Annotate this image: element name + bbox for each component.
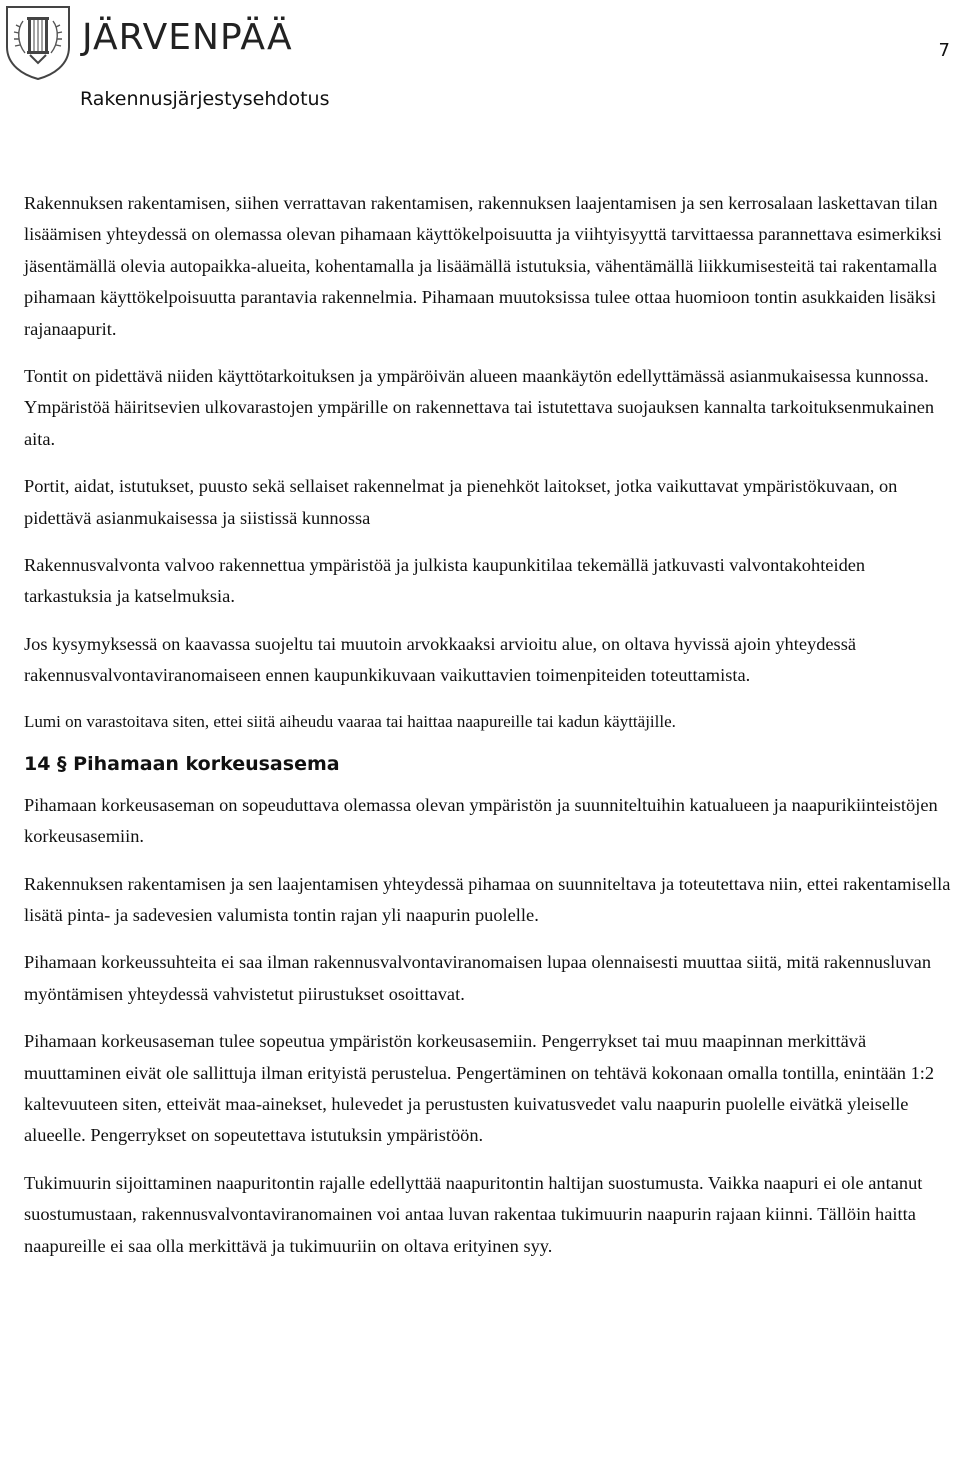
lyre-crest-icon: [3, 3, 73, 81]
snow-note: Lumi on varastoitava siten, ettei siitä aiheudu vaaraa tai haittaa naapureille tai kadun käyttäjille.: [24, 711, 676, 731]
paragraph: Portit, aidat, istutukset, puusto sekä sellaiset rakennelmat ja pienehköt laitokset, jotka vaikuttavat ympäristökuvaan, on pidettävä asianmukaisessa ja siistissä kunnossa: [24, 476, 898, 528]
section-heading: 14 § Pihamaan korkeusasema: [24, 752, 340, 775]
section-paragraph: Pihamaan korkeussuhteita ei saa ilman rakennusvalvontaviranomaisen lupaa olennaisesti muuttaa siitä, mitä rakennusluvan myöntämisen yhteydessä vahvistetut piirustukset osoittavat.: [24, 952, 932, 1004]
section-paragraph: Tukimuurin sijoittaminen naapuritontin rajalle edellyttää naapuritontin haltijan suostumusta. Vaikka naapuri ei ole antanut suostumustaan, rakennusvalvontaviranomainen voi antaa luvan rakentaa tukimuurin naapurin rajaan kiinni. Tällöin haitta naapureille ei saa olla merkittävä ja tukimuuriin on oltava erityinen syy.: [24, 1172, 923, 1256]
page-number: 7: [938, 40, 950, 61]
page-header: [0, 0, 960, 120]
paragraph: Rakennusvalvonta valvoo rakennettua ympäristöä ja julkista kaupunkitilaa tekemällä jatkuvasti valvontakohteiden tarkastuksia ja katselmuksia.: [24, 555, 866, 607]
document-body: [24, 188, 954, 1278]
brand-name: JÄRVENPÄÄ: [82, 17, 293, 58]
section-paragraph: Pihamaan korkeusaseman tulee sopeutua ympäristön korkeusasemiin. Pengerrykset tai muu maapinnan merkittävä muuttaminen eivät ole sallittuja ilman erityistä perustelua. Pengertäminen on tehtävä kokonaan omalla tontilla, enintään 1:2 kaltevuuteen siten, etteivät maa-ainekset, hulevedet ja perustusten kuivatusvedet valu naapurin puolelle eivätkä yleiselle alueelle. Pengerrykset on sopeutettava istutuksin ympäristöön.: [24, 1031, 935, 1146]
section-paragraph: Pihamaan korkeusaseman on sopeuduttava olemassa olevan ympäristön ja suunniteltuihin katualueen ja naapurikiinteistöjen korkeusasemiin.: [24, 794, 938, 847]
document-title: Rakennusjärjestysehdotus: [80, 88, 330, 110]
paragraph: Jos kysymyksessä on kaavassa suojeltu tai muutoin arvokkaaksi arvioitu alue, on oltava hyvissä ajoin yhteydessä rakennusvalvontaviranomaiseen ennen kaupunkikuvaan vaikuttavien toimenpiteiden toteuttamista.: [24, 633, 857, 686]
paragraph: Rakennuksen rakentamisen, siihen verrattavan rakentamisen, rakennuksen laajentamisen ja sen kerrosalaan laskettavan tilan lisäämisen yhteydessä on olemassa olevan pihamaan käyttökelpoisuutta ja viihtyisyyttä tarvittaessa parannettava esimerkiksi jäsentämällä olevia autopaikka-alueita, kohentamalla ja lisäämällä istutuksia, vähentämällä liikkumisesteitä tai rakentamalla pihamaan käyttökelpoisuutta parantavia rakennelmia. Pihamaan muutoksissa tulee ottaa huomioon tontin asukkaiden lisäksi rajanaapurit.: [24, 193, 942, 339]
paragraph: Tontit on pidettävä niiden käyttötarkoituksen ja ympäröivän alueen maankäytön edellyttämässä asianmukaisessa kunnossa. Ympäristöä häiritsevien ulkovarastojen ympärille on rakennettava tai istutettava suojauksen kannalta tarkoituksenmukainen aita.: [24, 366, 935, 449]
section-paragraph: Rakennuksen rakentamisen ja sen laajentamisen yhteydessä pihamaa on suunniteltava ja toteutettava niin, ettei rakentamisella lisätä pinta- ja sadevesien valumista tontin rajan yli naapurin puolelle.: [24, 873, 951, 925]
